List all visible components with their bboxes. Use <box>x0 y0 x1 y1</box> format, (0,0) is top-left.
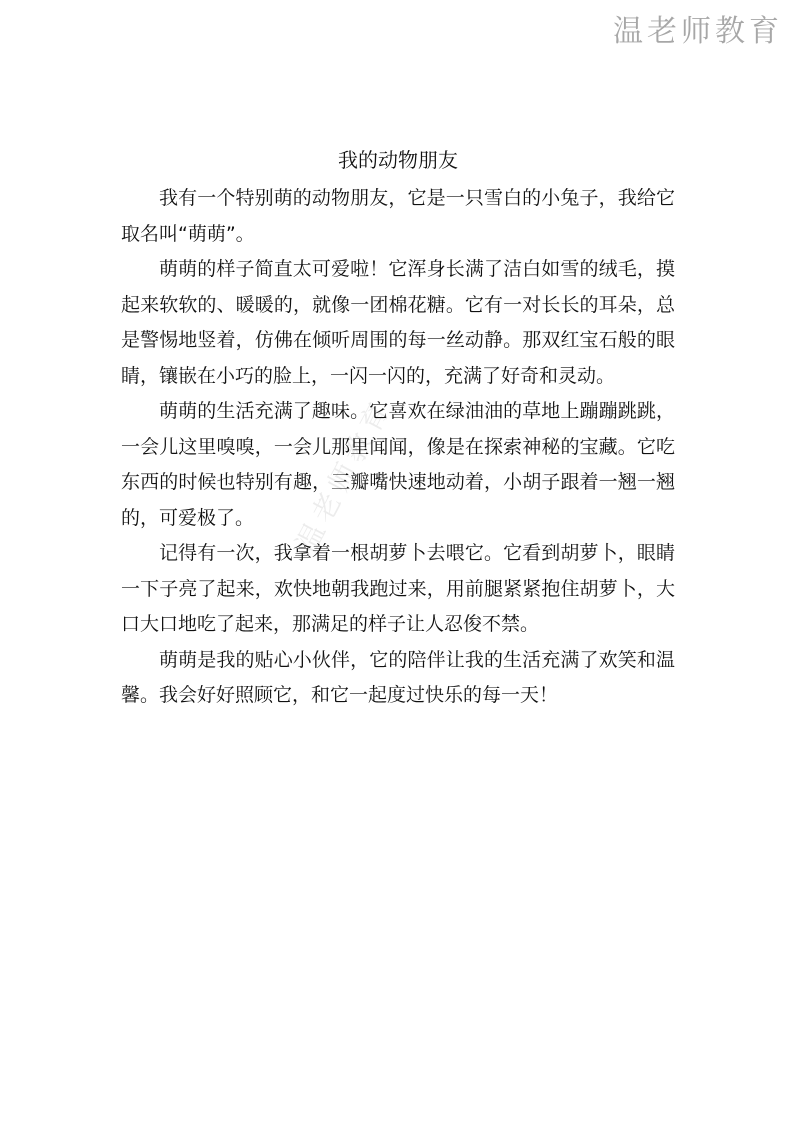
document-body <box>121 143 675 714</box>
document-title: 我的动物朋友 <box>338 148 458 172</box>
paragraph-2: 萌萌的样子简直太可爱啦！它浑身长满了洁白如雪的绒毛，摸起来软软的、暖暖的，就像一团棉花糖。它有一对长长的耳朵，总是警惕地竖着，仿佛在倾听周围的每一丝动静。那双红宝石般的眼睛，镶嵌在小巧的脸上，一闪一闪的，充满了好奇和灵动。 <box>121 258 675 387</box>
brand-logo-text: 温老师教育 <box>613 14 783 49</box>
paragraph-5: 萌萌是我的贴心小伙伴，它的陪伴让我的生活充满了欢笑和温馨。我会好好照顾它，和它一起度过快乐的每一天！ <box>121 648 675 706</box>
paragraph-1: 我有一个特别萌的动物朋友，它是一只雪白的小兔子，我给它取名叫“萌萌”。 <box>121 187 675 245</box>
paragraph-4: 记得有一次，我拿着一根胡萝卜去喂它。它看到胡萝卜，眼睛一下子亮了起来，欢快地朝我跑过来，用前腿紧紧抱住胡萝卜，大口大口地吃了起来，那满足的样子让人忍俊不禁。 <box>121 542 675 635</box>
paragraph-3: 萌萌的生活充满了趣味。它喜欢在绿油油的草地上蹦蹦跳跳，一会儿这里嗅嗅，一会儿那里闻闻，像是在探索神秘的宝藏。它吃东西的时候也特别有趣，三瓣嘴快速地动着，小胡子跟着一翘一翘的，可爱极了。 <box>121 400 675 529</box>
watermark: 温老师教育 <box>289 392 399 558</box>
